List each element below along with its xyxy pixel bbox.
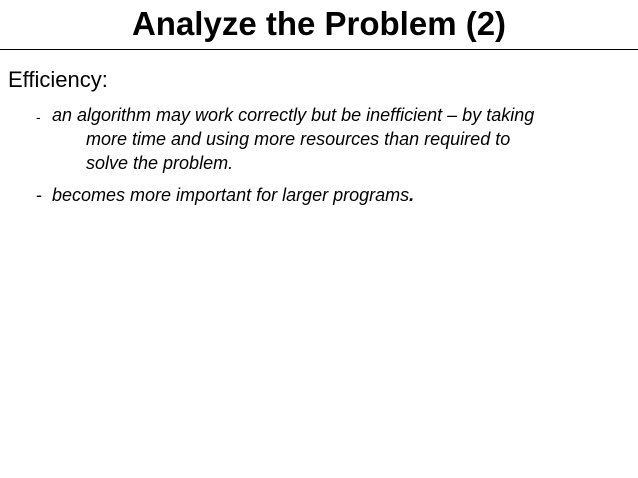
bullet-item-inefficiency: [36, 103, 626, 175]
bullet-text-line-2: more time and using more resources than required to: [86, 129, 511, 149]
bullet-text: becomes more important for larger programs: [52, 185, 410, 205]
bullet-text-line-3: solve the problem.: [86, 153, 234, 173]
bullet-marker: -: [36, 109, 41, 125]
section-heading: Efficiency:: [8, 67, 108, 92]
bullet-terminator: .: [409, 185, 415, 205]
slide-title: Analyze the Problem (2): [131, 5, 507, 42]
bullet-item-importance: [36, 183, 626, 207]
bullet-text-line-1: an algorithm may work correctly but be inefficient – by taking: [52, 105, 535, 125]
bullet-marker: -: [36, 185, 42, 205]
title-divider: [0, 49, 638, 50]
bullet-list: [36, 103, 626, 215]
